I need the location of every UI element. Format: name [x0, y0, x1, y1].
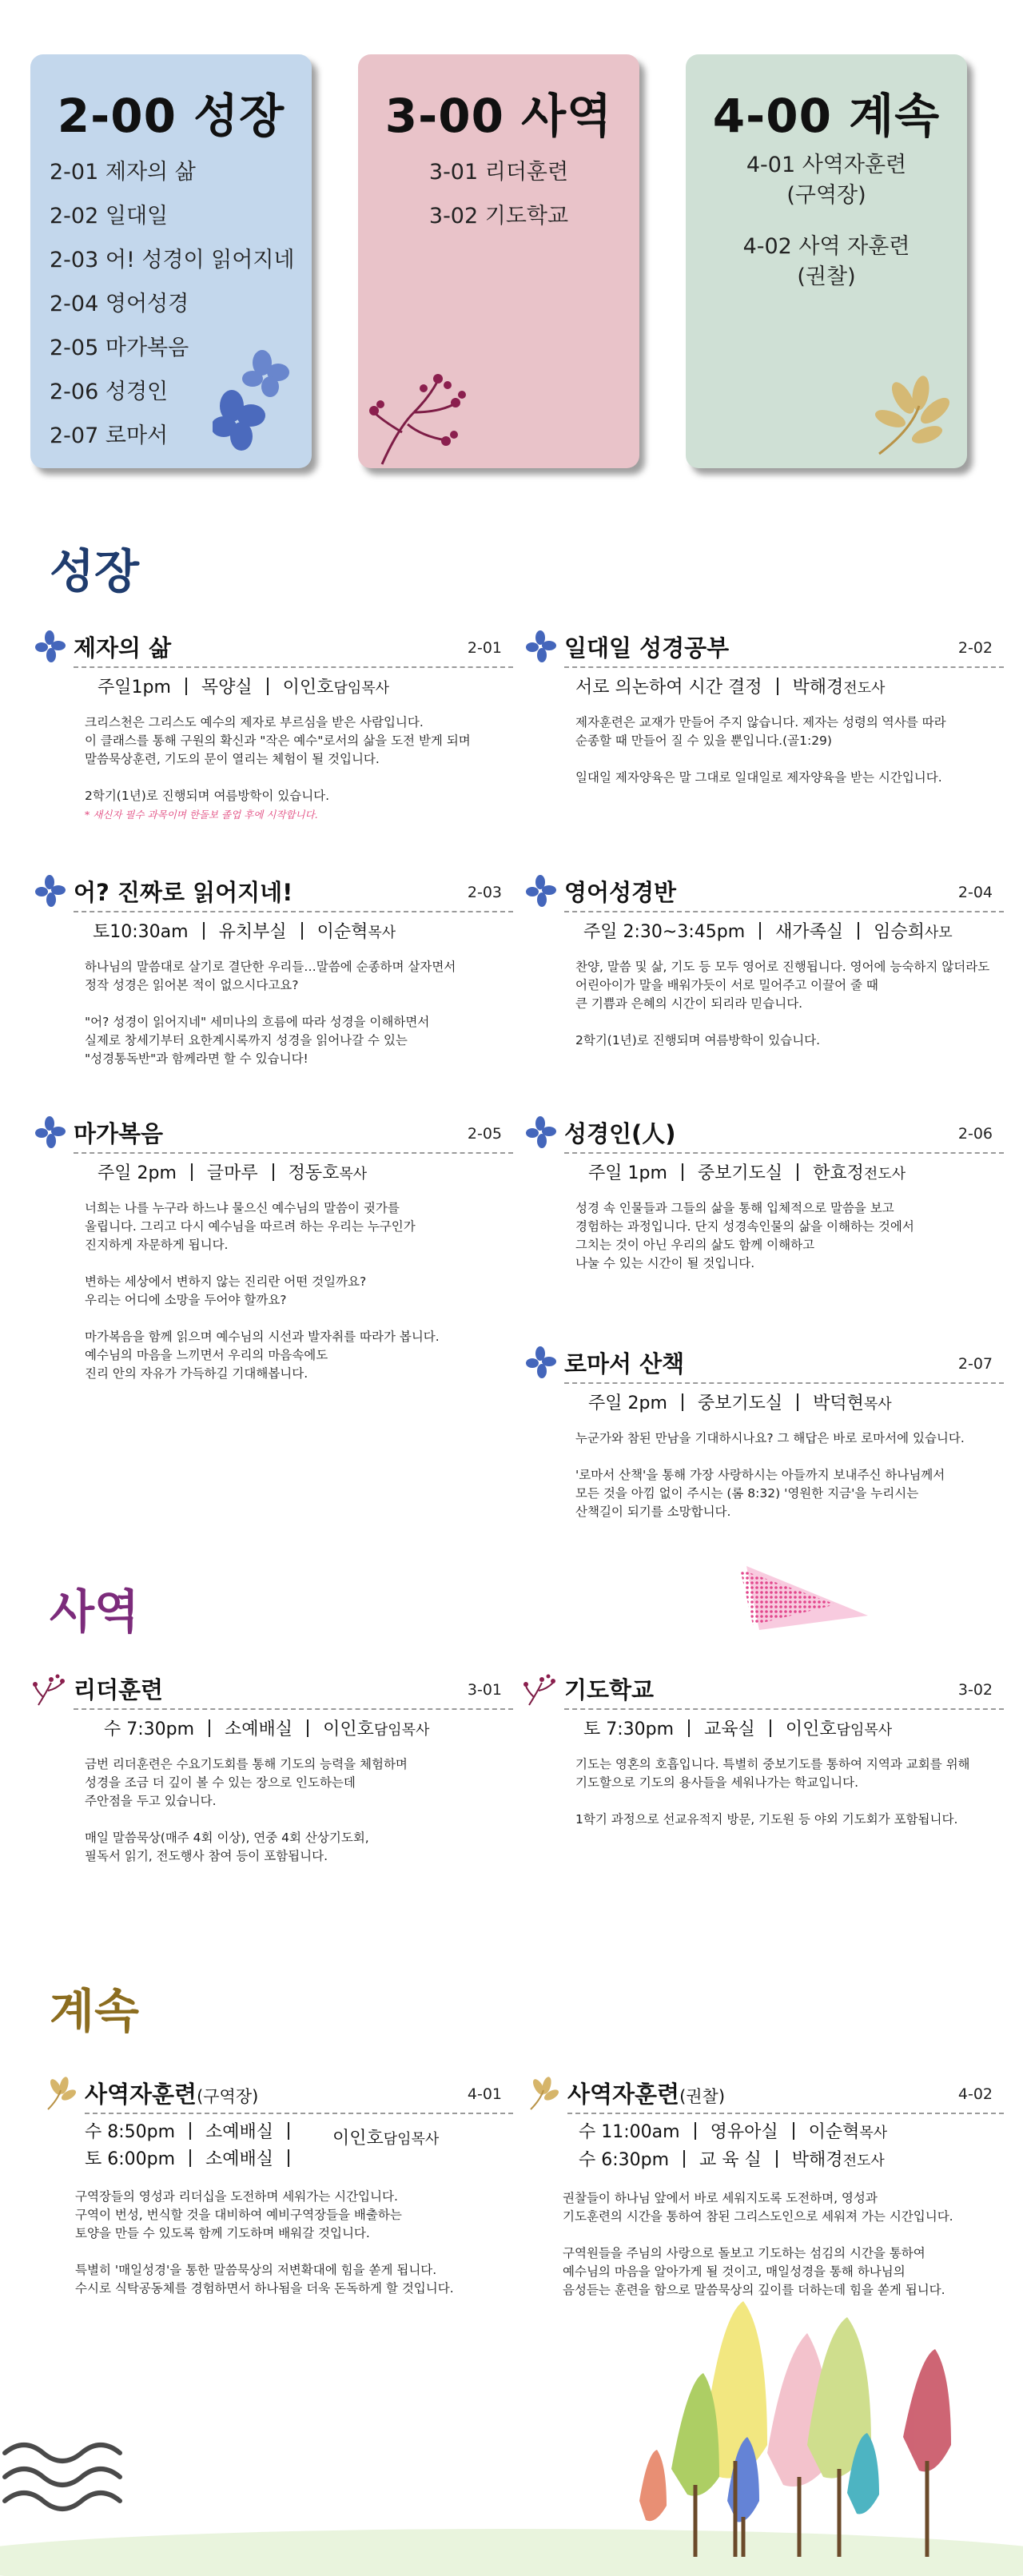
course-entry-2-02[interactable] [551, 631, 1004, 787]
course-title: 영어성경반 [564, 879, 677, 906]
watercolor-trees-illustration [0, 2285, 1023, 2576]
card-item[interactable]: 2-03 어! 성경이 읽어지네 [50, 248, 295, 272]
divider [759, 922, 761, 940]
course-title-sub: (구역장) [197, 2087, 259, 2106]
course-title: 마가복음 [74, 1120, 164, 1147]
course-schedule [551, 1160, 1004, 1188]
card-item[interactable]: 4-02 사역 자훈련 (권찰) [742, 234, 910, 289]
course-time: 서로 의논하여 시간 결정 [575, 678, 762, 698]
divider [74, 1708, 513, 1710]
divider [695, 2122, 696, 2140]
course-title: 리더훈련 [74, 1676, 164, 1703]
leader-role: 사모 [924, 924, 953, 941]
course-entry-2-01[interactable] [61, 631, 513, 821]
course-entry-2-03[interactable] [61, 876, 513, 1068]
divider [567, 2113, 1004, 2114]
blue-flower-icon [32, 874, 67, 909]
divider [777, 678, 778, 695]
divider [797, 1163, 798, 1181]
schedule-row [555, 2119, 1004, 2147]
schedule-row [555, 2147, 1004, 2175]
leader-role: 목사 [863, 1396, 892, 1413]
golden-leaf-icon [871, 374, 964, 462]
divider [301, 922, 303, 940]
course-room: 교 육 실 [699, 2150, 762, 2170]
course-description: 하나님의 말씀대로 살기로 결단한 우리들…말씀에 순종하며 살자면서 정작 성경은 읽어본 적이 없으시다고요? "어? 성경이 읽어지네" 세미나의 흐름에 따라 성경을 이해하면서 실제로 창세기부터 요한계시록까지 성경을 읽어나갈 수 있는 "성경통독반"과 함께라면 할 수 있습니다! [85, 960, 456, 1066]
course-time: 주일1pm [98, 678, 171, 698]
leader-role: 목사 [368, 924, 396, 941]
course-title-row [555, 2077, 1004, 2111]
card-item[interactable]: 2-04 영어성경 [50, 292, 189, 316]
course-description: 너희는 나를 누구라 하느냐 물으신 예수님의 말씀이 귓가를 울립니다. 그리고 다시 예수님을 따르려 하는 우리는 누구인가 진지하게 자문하게 됩니다. 변하는 세상에서 변하지 않는 진리란 어떤 것일까요? 우리는 어디에 소망을 두어야 할까요? 마가복음을 함께 읽으며 예수님의 시선과 발자취를 따라가 봅니다. 예수님의 마음을 느끼면서 우리의 마음속에도 진리 안의 자유가 가득하길 기대해봅니다. [85, 1201, 440, 1381]
divider [189, 2149, 191, 2167]
course-entry-4-02[interactable] [555, 2077, 1004, 2300]
golden-leaf-icon [43, 2076, 78, 2111]
course-leader-block [332, 2125, 439, 2153]
course-entry-3-02[interactable] [551, 1673, 1004, 1829]
card-item[interactable]: 3-02 기도학교 [428, 204, 569, 229]
course-description: 제자훈련은 교재가 만들어 주지 않습니다. 제자는 성령의 역사를 따라 순종할 때 만들어 질 수 있을 뿐입니다.(골1:29) 일대일 제자양육은 말 그대로 일대일로 제자양육을 받는 시간입니다. [575, 715, 946, 785]
card-item[interactable]: 2-01 제자의 삶 [50, 160, 196, 185]
course-schedule [72, 2119, 513, 2173]
course-leader: 이인호 [785, 1719, 837, 1739]
course-code: 2-02 [957, 639, 993, 657]
course-description: 찬양, 말씀 및 삶, 기도 등 모두 영어로 진행됩니다. 영어에 능숙하지 않더라도 어린아이가 말을 배워가듯이 서로 밀어주고 이끌어 줄 때 큰 기쁨과 은혜의 시간이 되리라 믿습니다. 2학기(1년)로 진행되며 여름방학이 있습니다. [575, 960, 990, 1047]
divider [267, 678, 269, 695]
divider [74, 911, 513, 912]
course-code: 3-02 [957, 1681, 993, 1699]
divider [682, 1393, 683, 1411]
leader-role: 담임목사 [333, 680, 389, 697]
course-leader: 박해경 [792, 678, 844, 698]
course-entry-2-07[interactable] [551, 1347, 1004, 1521]
course-room: 소예배실 [205, 2122, 274, 2142]
course-leader: 박덕현 [813, 1393, 864, 1413]
blue-flower-icon [523, 874, 558, 909]
leader-role: 담임목사 [373, 1722, 430, 1739]
card-item[interactable]: 2-02 일대일 [50, 204, 169, 229]
section-title-continue: 계속 [50, 1984, 140, 2038]
leader-role: 전도사 [842, 2153, 885, 2169]
divider [307, 1719, 308, 1737]
course-room: 교육실 [704, 1719, 755, 1739]
golden-leaf-icon [526, 2076, 561, 2111]
course-title: 기도학교 [564, 1676, 655, 1703]
card-continue [686, 54, 967, 468]
course-code: 2-04 [957, 884, 993, 901]
pink-triangle-decoration [740, 1566, 870, 1632]
divider [564, 1708, 1004, 1710]
course-schedule [551, 1716, 1004, 1744]
course-title: 어? 진짜로 읽어지네! [74, 879, 293, 906]
blue-flower-icon [32, 1115, 67, 1151]
divider [564, 911, 1004, 912]
blue-flower-icon [32, 630, 67, 665]
course-time: 토 6:00pm [85, 2149, 176, 2169]
leader-role: 담임목사 [383, 2131, 440, 2148]
divider [85, 2113, 513, 2114]
blue-flower-icon [213, 348, 308, 460]
course-entry-2-06[interactable] [551, 1117, 1004, 1273]
course-code: 3-01 [467, 1681, 502, 1699]
course-time: 수 11:00am [579, 2122, 680, 2142]
course-entry-3-01[interactable] [61, 1673, 513, 1866]
course-room: 소예배실 [205, 2149, 274, 2169]
card-item[interactable]: 3-01 리더훈련 [428, 160, 569, 185]
course-title: 사역자훈련 [85, 2081, 197, 2108]
course-time: 주일 2pm [98, 1163, 177, 1183]
berry-branch-icon [523, 1672, 558, 1707]
course-title-row [72, 2077, 513, 2111]
divider [564, 1152, 1004, 1154]
divider [564, 1382, 1004, 1384]
course-room: 목양실 [201, 678, 253, 698]
course-leader: 박해경 [791, 2150, 843, 2170]
divider [185, 678, 187, 695]
leader-role: 담임목사 [836, 1722, 893, 1739]
course-title-sub: (권찰) [679, 2087, 726, 2106]
berry-branch-icon [32, 1672, 67, 1707]
course-schedule [551, 919, 1004, 947]
card-growth [30, 54, 312, 468]
course-schedule [61, 674, 513, 702]
divider [189, 2122, 191, 2140]
card-item[interactable]: 2-06 성경인 [50, 380, 169, 404]
course-room: 영유아실 [710, 2122, 778, 2142]
course-description: 금번 리더훈련은 수요기도회를 통해 기도의 능력을 체험하며 성경을 조금 더 깊이 볼 수 있는 장으로 인도하는데 주안점을 두고 있습니다. 매일 말씀묵상(매주 4회 이상), 연중 4회 산상기도회, 필독서 읽기, 전도행사 참여 등이 포함됩니다. [85, 1757, 408, 1863]
course-time: 수 6:30pm [579, 2150, 670, 2170]
divider [288, 2122, 289, 2140]
section-title-ministry: 사역 [50, 1584, 140, 1639]
course-title: 사역자훈련 [567, 2081, 680, 2108]
course-entry-2-04[interactable] [551, 876, 1004, 1050]
course-time: 주일 2pm [588, 1393, 667, 1413]
divider [683, 2150, 685, 2168]
divider [776, 2150, 778, 2168]
course-room: 글마루 [206, 1163, 258, 1183]
course-room: 유치부실 [218, 922, 287, 942]
course-code: 2-06 [957, 1125, 993, 1143]
course-description: 권찰들이 하나님 앞에서 바로 세워지도록 도전하며, 영성과 기도훈련의 시간을 통하여 참된 그리스도인으로 세워져 가는 시간입니다. 구역원들을 주님의 사랑으로 돌보고 기도하는 섬김의 시간을 통하여 예수님의 마음을 알아가게 될 것이고, 매일성경을 통해 하나님의 음성듣는 훈련을 함으로 말씀묵상의 깊이를 더하는데 힘을 쏟게 됩니다. [563, 2191, 953, 2297]
card-item[interactable]: 2-07 로마서 [50, 423, 169, 448]
course-time: 수 8:50pm [85, 2122, 176, 2142]
course-room: 중보기도실 [697, 1393, 783, 1413]
divider [793, 2122, 794, 2140]
leader-role: 목사 [339, 1166, 368, 1183]
course-description: 성경 속 인물들과 그들의 삶을 통해 입체적으로 말씀을 보고 경험하는 과정입니다. 단지 성경속인물의 삶을 이해하는 것에서 그치는 것이 아닌 우리의 삶도 함께 이해하고 나눌 수 있는 시간이 될 것입니다. [575, 1201, 914, 1270]
course-leader: 임승희 [874, 922, 925, 942]
schedule-row [72, 2119, 513, 2146]
card-item-list [358, 150, 639, 238]
blue-flower-icon [523, 630, 558, 665]
course-room: 소예배실 [225, 1719, 293, 1739]
divider [770, 1719, 771, 1737]
divider [288, 2149, 289, 2167]
divider [688, 1719, 690, 1737]
course-room: 중보기도실 [697, 1163, 783, 1183]
course-leader: 이인호 [332, 2129, 384, 2149]
course-code: 2-03 [467, 884, 502, 901]
course-leader: 이인호 [282, 678, 334, 698]
course-entry-4-01[interactable] [72, 2077, 513, 2298]
course-code: 2-07 [957, 1355, 993, 1373]
course-note: * 새신자 필수 과목이며 한돌보 졸업 후에 시작합니다. [85, 809, 318, 821]
leader-role: 전도사 [843, 680, 886, 697]
card-title: 2-00 성장 [57, 89, 285, 143]
course-title: 제자의 삶 [74, 634, 172, 662]
divider [797, 1393, 798, 1411]
divider [273, 1163, 274, 1181]
course-title: 로마서 산책 [564, 1350, 685, 1377]
course-time: 주일 2:30~3:45pm [583, 922, 746, 942]
schedule-row [72, 2146, 513, 2173]
course-schedule [61, 1160, 513, 1188]
card-item-list [686, 150, 967, 313]
section-title-growth: 성장 [50, 544, 140, 598]
blue-flower-icon [523, 1115, 558, 1151]
card-item[interactable]: 4-01 사역자훈련 (구역장) [746, 153, 907, 208]
card-title: 3-00 사역 [384, 89, 613, 143]
course-schedule [551, 1390, 1004, 1418]
divider [203, 922, 205, 940]
course-description: 누군가와 참된 만남을 기대하시나요? 그 해답은 바로 로마서에 있습니다. '로마서 산책'을 통해 가장 사랑하시는 아들까지 보내주신 하나님께서 모든 것을 아낌 없이 주시는 (롬 8:32) '영원한 지금'을 누리시는 산책길이 되기를 소망합니다. [575, 1431, 965, 1519]
divider [209, 1719, 210, 1737]
course-time: 주일 1pm [588, 1163, 667, 1183]
course-schedule [61, 919, 513, 947]
course-title: 일대일 성경공부 [564, 634, 730, 662]
divider [564, 666, 1004, 668]
course-leader: 이순혁 [316, 922, 368, 942]
course-code: 4-01 [467, 2085, 502, 2103]
berry-branch-icon [366, 364, 486, 468]
divider [74, 1152, 513, 1154]
course-description: 구역장들의 영성과 리더십을 도전하며 세워가는 시간입니다. 구역이 번성, 번식할 것을 대비하여 예비구역장들을 배출하는 토양을 만들 수 있도록 함께 기도하며 배워갈 것입니다. 특별히 '매일성경'을 통한 말씀묵상의 저변확대에 힘을 쏟게 됩니다. 수시로 식탁공동체를 경험하면서 하나됨을 더욱 돈독하게 할 것입니다. [75, 2189, 454, 2296]
course-code: 2-05 [467, 1125, 502, 1143]
blue-flower-icon [523, 1346, 558, 1381]
leader-role: 목사 [859, 2125, 888, 2141]
course-time: 수 7:30pm [104, 1719, 195, 1739]
divider [74, 666, 513, 668]
course-leader: 이순혁 [808, 2122, 860, 2142]
course-title: 성경인(人) [564, 1120, 676, 1147]
course-time: 토 7:30pm [583, 1719, 675, 1739]
course-schedule [551, 674, 1004, 702]
course-room: 새가족실 [775, 922, 844, 942]
leader-role: 전도사 [863, 1166, 906, 1183]
card-ministry [358, 54, 639, 468]
course-code: 2-01 [467, 639, 502, 657]
course-leader: 정동호 [288, 1163, 340, 1183]
divider [682, 1163, 683, 1181]
divider [191, 1163, 193, 1181]
course-leader: 한효정 [813, 1163, 864, 1183]
course-time: 토10:30am [93, 922, 189, 942]
divider [858, 922, 859, 940]
course-schedule [61, 1716, 513, 1744]
course-code: 4-02 [957, 2085, 993, 2103]
course-description: 기도는 영혼의 호흡입니다. 특별히 중보기도를 통하여 지역과 교회를 위해 기도할으로 기도의 용사들을 세워나가는 학교입니다. 1학기 과정으로 선교유적지 방문, 기도원 등 야외 기도회가 포함됩니다. [575, 1757, 970, 1827]
course-entry-2-05[interactable] [61, 1117, 513, 1383]
card-item[interactable]: 2-05 마가복음 [50, 336, 189, 360]
course-description: 크리스천은 그리스도 예수의 제자로 부르심을 받은 사람입니다. 이 클래스를 통해 구원의 확신과 "작은 예수"로서의 삶을 도전 받게 되며 말씀묵상훈련, 기도의 문이 열리는 체험이 될 것입니다. 2학기(1년)로 진행되며 여름방학이 있습니다. [85, 715, 471, 803]
card-title: 4-00 계속 [712, 89, 941, 143]
course-leader: 이인호 [323, 1719, 374, 1739]
